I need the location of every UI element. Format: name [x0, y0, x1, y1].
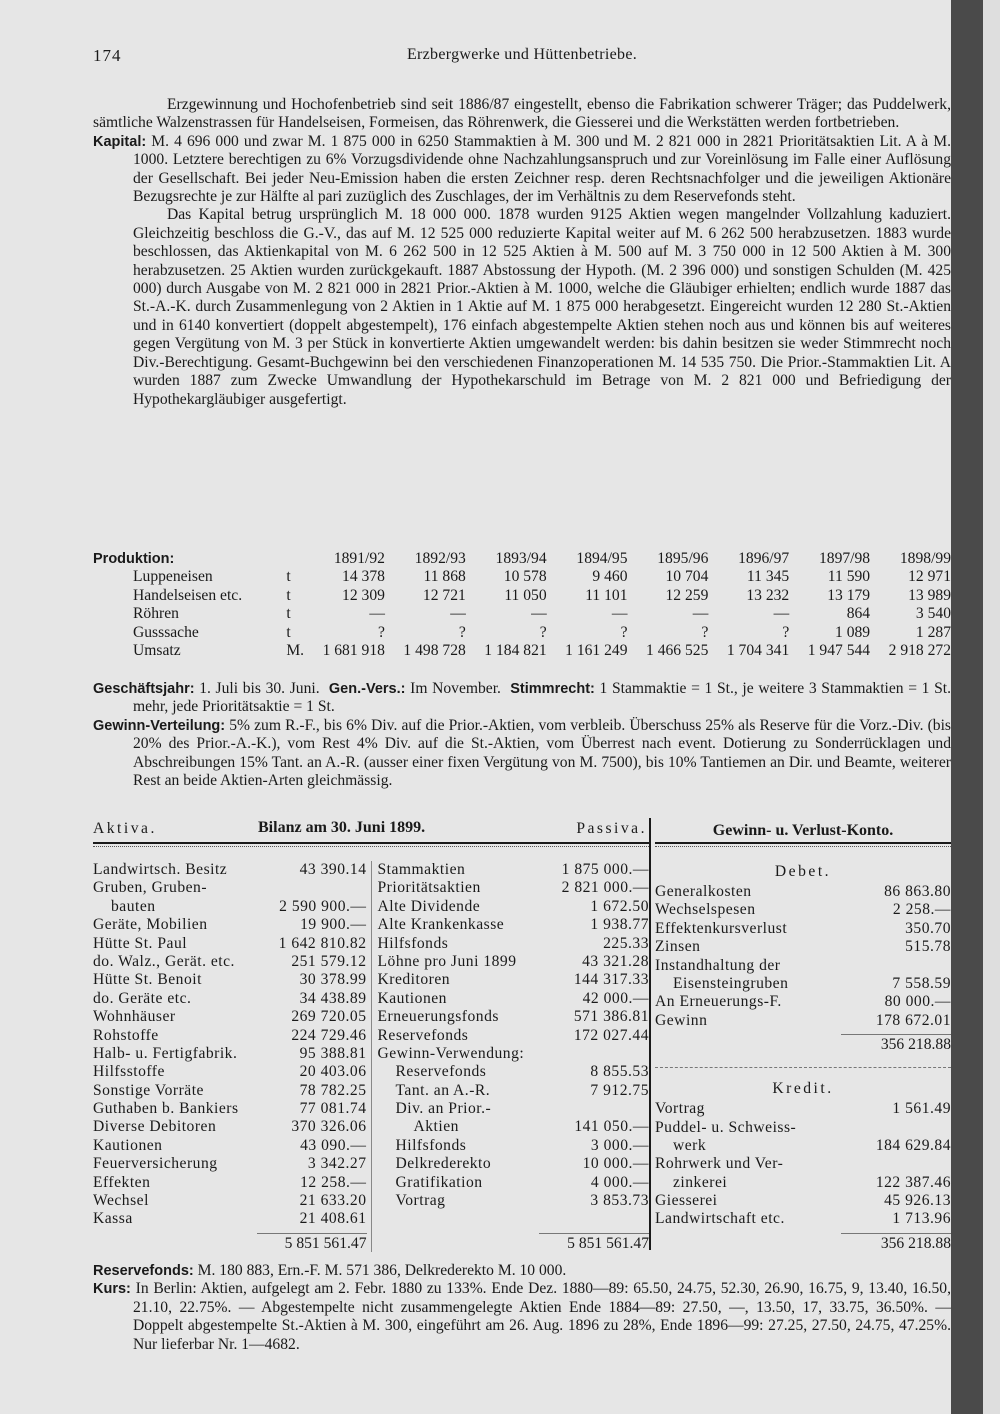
ledger-row: [378, 1155, 650, 1173]
ledger-label: Prioritätsaktien: [377, 879, 481, 897]
debet-list: [655, 883, 951, 1053]
ledger-row: [378, 1192, 650, 1210]
ledger-label: Div. an Prior.-: [395, 1100, 492, 1118]
year-header: 1898/99: [899, 550, 951, 567]
ledger-label: Gewinn-Verwendung:: [377, 1044, 525, 1062]
production-value: 2 918 272: [888, 642, 951, 660]
ledger-label: Kautionen: [377, 989, 447, 1007]
ledger-row: [378, 1063, 650, 1081]
product-unit: M.: [286, 642, 305, 660]
ledger-row: [655, 1192, 951, 1210]
ledger-value: 571 386.81: [573, 1008, 649, 1026]
ledger-total: 356 218.88: [841, 1034, 951, 1053]
ledger-value: 1 713.96: [892, 1210, 951, 1228]
production-value: 11 868: [423, 568, 466, 586]
ledger-value: 1 938.77: [590, 916, 649, 934]
kredit-label: Kredit.: [772, 1080, 834, 1098]
ledger-value: 225.33: [603, 934, 649, 952]
ledger-row: [378, 935, 650, 953]
ledger-label: Effekten: [93, 1173, 151, 1191]
stimmrecht-label: Stimmrecht:: [510, 681, 595, 697]
ledger-value: 12 258.—: [300, 1173, 367, 1191]
ledger-value: 370 326.06: [291, 1118, 367, 1136]
ledger-row: [378, 971, 650, 989]
ledger-label: Halb- u. Fertigfabrik.: [93, 1044, 238, 1062]
ledger-value: 172 027.44: [573, 1026, 649, 1044]
ledger-row: [655, 957, 951, 975]
ledger-total: 5 851 561.47: [257, 1233, 367, 1252]
aktiva-label: Aktiva.: [93, 820, 157, 837]
production-row: [93, 568, 951, 586]
production-value: —: [611, 605, 628, 623]
ledger-label: Geräte, Mobilien: [93, 916, 208, 934]
production-table: [93, 550, 951, 660]
ledger-row: [93, 879, 367, 897]
kurs-paragraph: [93, 1280, 951, 1354]
page-header: [93, 46, 951, 70]
ledger-value: 141 050.—: [574, 1118, 649, 1136]
ledger-row: [655, 901, 951, 919]
scan-binding-shadow: [951, 0, 983, 1414]
ledger-label: Vortrag: [395, 1192, 446, 1210]
kredit-list: [655, 1100, 951, 1252]
product-name: Röhren: [133, 605, 179, 623]
ledger-label: Wechsel: [93, 1192, 149, 1210]
ledger-row: [655, 938, 951, 956]
ledger-row: [378, 953, 650, 971]
production-value: 1 287: [915, 623, 951, 641]
ledger-value: 144 317.33: [573, 971, 649, 989]
ledger-value: 224 729.46: [291, 1026, 367, 1044]
ledger-row: [378, 990, 650, 1008]
production-value: ?: [378, 623, 385, 641]
balance-title: Bilanz am 30. Juni 1899.: [258, 819, 426, 836]
column-divider: [649, 818, 651, 1250]
produktion-label: Produktion:: [93, 551, 175, 567]
ledger-label: Stammaktien: [377, 861, 466, 878]
product-name: Umsatz: [133, 642, 181, 660]
ledger-value: 1 561.49: [892, 1100, 951, 1118]
ledger-row: [655, 975, 951, 993]
ledger-label: Hütte St. Paul: [93, 934, 188, 952]
ledger-row: [378, 1045, 650, 1063]
ledger-label: Generalkosten: [655, 883, 752, 900]
ledger-label: Hütte St. Benoit: [93, 971, 202, 989]
passiva-column: [372, 861, 650, 1252]
ledger-label: Rohrwerk und Ver-: [655, 1155, 784, 1173]
production-value: 9 460: [592, 568, 628, 586]
ledger-label: Kautionen: [93, 1136, 163, 1154]
production-row: [93, 605, 951, 623]
ledger-row: [93, 1174, 367, 1192]
ledger-value: 43 090.—: [300, 1136, 367, 1154]
ledger-label: Wechselspesen: [655, 901, 756, 919]
ledger-value: 43 321.28: [582, 952, 649, 970]
ledger-row: [93, 1210, 367, 1228]
scan-margin: [983, 0, 1000, 1414]
ledger-value: 2 258.—: [892, 901, 951, 919]
ledger-value: 34 438.89: [299, 989, 367, 1007]
page-number: 174: [93, 46, 122, 65]
ledger-label: Landwirtschaft etc.: [655, 1210, 785, 1228]
ledger-label: zinkerei: [673, 1173, 728, 1191]
year-header: 1896/97: [738, 550, 790, 567]
product-name: Luppeneisen: [133, 568, 213, 586]
ledger-value: 251 579.12: [291, 952, 367, 970]
product-name: Handelseisen etc.: [133, 586, 243, 604]
footer-section: [93, 1262, 951, 1354]
kapital-label: Kapital:: [93, 133, 147, 150]
ledger-label: bauten: [111, 897, 156, 915]
ledger-row: [93, 1082, 367, 1100]
kapital-paragraph: [93, 133, 951, 207]
ledger-value: 21 408.61: [299, 1210, 367, 1228]
ledger-label: Aktien: [413, 1118, 459, 1136]
ledger-row: [93, 1100, 367, 1118]
ledger-value: 1 672.50: [590, 897, 649, 915]
ledger-label: Diverse Debitoren: [93, 1118, 217, 1136]
ledger-label: werk: [673, 1136, 707, 1154]
ledger-value: 184 629.84: [875, 1136, 951, 1154]
ledger-row: [655, 920, 951, 938]
ledger-row: [93, 1137, 367, 1155]
aktiva-column: [93, 861, 372, 1252]
ledger-row: [378, 1100, 650, 1118]
genvers-value: Im November.: [410, 680, 501, 697]
product-unit: t: [286, 586, 291, 604]
ledger-row: [93, 1027, 367, 1045]
production-value: —: [531, 605, 547, 623]
ledger-row: [93, 861, 367, 879]
production-value: ?: [620, 623, 628, 641]
production-value: —: [369, 605, 385, 623]
ledger-label: Tant. an A.-R.: [395, 1081, 491, 1099]
ledger-value: 7 912.75: [590, 1081, 649, 1099]
production-value: 10 704: [665, 568, 709, 586]
production-value: 3 540: [915, 605, 951, 623]
ledger-label: Hilfsfonds: [377, 934, 449, 952]
reservefonds-paragraph: [93, 1262, 951, 1280]
production-value: —: [450, 605, 466, 623]
production-value: 12 721: [422, 586, 466, 604]
profit-loss-account: [655, 818, 951, 1252]
ledger-row: [93, 916, 367, 934]
ledger-value: 19 900.—: [300, 916, 367, 934]
production-value: 864: [846, 605, 871, 623]
ledger-value: 77 081.74: [299, 1100, 367, 1118]
production-value: ?: [458, 623, 466, 641]
production-row: [93, 624, 951, 642]
kapital-text: M. 4 696 000 und zwar M. 1 875 000 in 6250 Stammaktien à M. 300 und M. 2 821 000 in 2821 Prioritätsaktien Lit. A à M. 1000. Letztere berechtigen zu 6% Vorzugsdividende ohne Nachzahlungsanspruch und zur Voreinlösung im Falle einer Auflösung der Gesellschaft. Bei jeder Neu-Emission haben die ersten Zeichner resp. deren Rechtsnachfolger und die jeweiligen Aktionäre Bezugsrechte je zur Hälfte al pari zuzüglich des Zuschlages, der im Verhältnis zu dem Reservefonds steht.: [133, 132, 951, 206]
ledger-row: [655, 1174, 951, 1192]
ledger-label: Hilfsfonds: [395, 1136, 467, 1154]
ledger-label: Reservefonds: [395, 1063, 487, 1081]
year-header: 1891/92: [333, 550, 385, 567]
ledger-value: 78 782.25: [299, 1081, 367, 1099]
ledger-label: An Erneuerungs-F.: [655, 993, 782, 1011]
ledger-row: [378, 879, 650, 897]
ledger-value: 122 387.46: [875, 1173, 951, 1191]
kapital-history: Das Kapital betrug ursprünglich M. 18 000 000. 1878 wurden 9125 Aktien wegen mangelnder Vollzahlung kaduziert. Gleichzeitig beschloss die G.-V., das auf M. 12 525 000 reduzierte Kapital weiter auf M. 6 262 500 herabzusetzen. 1883 wurde beschlossen, das Aktienkapital von M. 6 262 500 in 12 525 Aktien à M. 500 auf M. 3 750 000 in 12 500 Aktien à M. 300 herabzusetzen. 25 Aktien wurden zurückgekauft. 1887 Abstossung der Hypoth. (M. 2 396 000) und sonstigen Schulden (M. 425 000) durch Ausgabe von M. 2 821 000 in 2821 Prior.-Aktien à M. 1000, welche die Gläubiger erhielten; endlich wurde 1887 das St.-A.-K. durch Zusammenlegung von 2 Aktien in 1 Aktie auf M. 1 875 000 herabgesetzt. Eingereicht wurden 12 280 St.-Aktien und in 6140 konvertiert (doppelt abgestempelt), 176 einfach abgestempelte Aktien stehen noch aus und können bis auf weiteres gegen Vergütung von M. 3 per Stück in konvertierte Aktien umgewandelt werden: bis dahin besitzen sie weder Stimmrecht noch Div.-Berechtigung. Gesamt-Buchgewinn bei den verschiedenen Finanzoperationen M. 14 535 750. Die Prior.-Stammaktien Lit. A wurden 1887 zum Zwecke Umwandlung der Hypothekarschuld im Betrage von M. 2 821 000 und Befriedigung der Hypothekargläubiger ausgefertigt.: [133, 206, 951, 408]
geschaeftsjahr-label: Geschäftsjahr:: [93, 681, 195, 697]
ledger-value: 3 342.27: [307, 1155, 367, 1173]
guv-title: Gewinn- u. Verlust-Konto.: [712, 822, 894, 839]
ledger-row: [93, 1118, 367, 1136]
ledger-row: [93, 1192, 367, 1210]
ledger-row: [93, 935, 367, 953]
ledger-label: Löhne pro Juni 1899: [377, 952, 517, 970]
ledger-row: [655, 1100, 951, 1118]
production-value: 11 345: [746, 568, 790, 586]
meta-paragraph: [93, 680, 951, 717]
kurs-label: Kurs:: [93, 1281, 131, 1298]
ledger-row: [655, 1119, 951, 1137]
meta-section: [93, 680, 951, 790]
production-value: 13 989: [908, 586, 951, 604]
ledger-row: [655, 1137, 951, 1155]
ledger-value: 10 000.—: [582, 1155, 649, 1173]
production-value: 1 681 918: [322, 642, 385, 660]
year-header: 1894/95: [576, 550, 628, 567]
production-value: ?: [782, 623, 790, 641]
intro-section: [93, 96, 951, 409]
production-row: [93, 587, 951, 605]
intro-paragraph: Erzgewinnung und Hochofenbetrieb sind seit 1886/87 eingestellt, ebenso die Fabrikation schwerer Träger; das Puddelwerk, sämtliche Walzenstrassen für Handelseisen, Formeisen, das Röhrenwerk, die Giesserei und die Werkstätten werden fortbetrieben.: [93, 96, 951, 132]
ledger-label: Sonstige Vorräte: [93, 1081, 204, 1099]
balance-sheet: [93, 818, 649, 1252]
ledger-value: 1 875 000.—: [561, 861, 649, 878]
ledger-row: [378, 1027, 650, 1045]
ledger-label: Hilfsstoffe: [93, 1063, 165, 1081]
ledger-row: [378, 1174, 650, 1192]
guv-separator: [655, 1067, 951, 1068]
debet-label: Debet.: [774, 863, 832, 880]
ledger-row: [93, 898, 367, 916]
ledger-label: Erneuerungsfonds: [377, 1008, 499, 1026]
ledger-value: 30 378.99: [299, 971, 367, 989]
ledger-label: Zinsen: [655, 938, 701, 956]
production-value: ?: [539, 623, 547, 641]
production-value: 11 101: [585, 586, 628, 604]
ledger-value: 178 672.01: [875, 1011, 951, 1029]
ledger-row: [93, 1008, 367, 1026]
ledger-row: [93, 1155, 367, 1173]
gewinn-verteilung-label: Gewinn-Verteilung:: [93, 717, 226, 734]
ledger-value: 2 590 900.—: [279, 897, 367, 915]
reservefonds-text: M. 180 883, Ern.-F. M. 571 386, Delkrederekto M. 10 000.: [197, 1262, 567, 1279]
ledger-value: 43 390.14: [299, 861, 367, 878]
ledger-label: Instandhaltung der: [655, 956, 781, 974]
production-value: 1 947 544: [807, 642, 871, 660]
balance-header: [93, 818, 649, 842]
ledger-label: do. Geräte etc.: [93, 989, 192, 1007]
year-header: 1892/93: [414, 550, 466, 567]
year-header: 1893/94: [495, 550, 547, 567]
ledger-label: Alte Krankenkasse: [377, 916, 505, 934]
ledger-row: [378, 916, 650, 934]
ledger-row: [93, 1063, 367, 1081]
ledger-value: 1 642 810.82: [278, 934, 367, 952]
ledger-row: [378, 861, 650, 879]
ledger-label: Eisensteingruben: [673, 974, 789, 992]
header-rule: [93, 842, 649, 847]
ledger-value: 350.70: [905, 919, 951, 937]
gewinn-verteilung-text: 5% zum R.-F., bis 6% Div. auf die Prior.-Aktien, vom verbleib. Überschuss 25% als Reserve für die Vorz.-Div. (bis 20% des Prior.-A.-K.), vom Rest 4% Div. auf die St.-Aktien, vom Überrest nach event. Dotierung zu Sonderrücklagen und Abschreibungen 15% Tant. an A.-R. (ausser einer fixen Vergütung von M. 7500), bis 10% Tantiemen an Dir. und Beamte, weiterer Rest an beide Aktien-Arten gleichmässig.: [133, 716, 951, 790]
gewinn-verteilung-paragraph: [93, 717, 951, 791]
ledger-value: 2 821 000.—: [561, 879, 649, 897]
passiva-label: Passiva.: [576, 820, 647, 837]
ledger-label: Puddel- u. Schweiss-: [655, 1118, 797, 1136]
geschaeftsjahr-value: 1. Juli bis 30. Juni.: [199, 680, 320, 697]
ledger-label: Kassa: [93, 1210, 133, 1228]
ledger-label: Delkrederekto: [395, 1155, 492, 1173]
year-header: 1897/98: [818, 550, 871, 567]
production-value: 13 232: [746, 586, 790, 604]
ledger-row: [378, 1082, 650, 1100]
ledger-value: 8 855.53: [590, 1063, 649, 1081]
ledger-label: Landwirtsch. Besitz: [93, 861, 228, 878]
ledger-row: [378, 1210, 650, 1228]
product-name: Gusssache: [133, 623, 199, 641]
ledger-value: 20 403.06: [299, 1063, 367, 1081]
reservefonds-label: Reservefonds:: [93, 1263, 194, 1279]
production-value: 12 309: [342, 586, 385, 604]
ledger-total: 356 218.88: [841, 1233, 951, 1252]
genvers-label: Gen.-Vers.:: [328, 681, 406, 697]
ledger-value: 42 000.—: [582, 989, 649, 1007]
ledger-label: Gruben, Gruben-: [93, 879, 208, 897]
production-value: 1 184 821: [484, 642, 547, 660]
ledger-label: Rohstoffe: [93, 1026, 159, 1044]
ledger-label: Effektenkursverlust: [655, 919, 788, 937]
ledger-value: 45 926.13: [884, 1192, 951, 1210]
ledger-row: [93, 953, 367, 971]
production-value: 1 704 341: [726, 642, 790, 660]
production-value: 12 259: [665, 586, 709, 604]
ledger-label: Feuerversicherung: [93, 1155, 218, 1173]
ledger-row: [655, 993, 951, 1011]
production-value: —: [773, 605, 790, 623]
production-header-row: [93, 550, 951, 568]
production-value: 1 161 249: [565, 642, 628, 660]
production-row: [93, 642, 951, 660]
product-unit: t: [286, 623, 291, 641]
production-value: 1 498 728: [403, 642, 466, 660]
production-value: 11 050: [504, 586, 547, 604]
production-value: 10 578: [503, 568, 547, 586]
product-unit: t: [286, 568, 291, 586]
ledger-row: [93, 1045, 367, 1063]
product-unit: t: [286, 605, 291, 623]
running-title: Erzbergwerke und Hüttenbetriebe.: [406, 46, 638, 63]
production-value: 12 971: [908, 568, 951, 586]
production-value: 1 089: [835, 623, 871, 641]
ledger-value: 80 000.—: [884, 993, 951, 1011]
ledger-row: [378, 1118, 650, 1136]
ledger-value: 269 720.05: [291, 1008, 367, 1026]
ledger-label: Gratifikation: [395, 1173, 483, 1191]
ledger-label: Guthaben b. Bankiers: [93, 1100, 239, 1118]
ledger-total: 5 851 561.47: [539, 1233, 649, 1252]
production-value: ?: [701, 623, 709, 641]
ledger-value: 3 853.73: [590, 1192, 649, 1210]
stimmrecht-value: 1 Stammaktie = 1 St., je weitere 3 Stammaktien = 1 St. mehr, jede Prioritätsaktie = 1 St.: [133, 680, 952, 716]
ledger-label: Wohnhäuser: [93, 1008, 176, 1026]
ledger-label: do. Walz., Gerät. etc.: [93, 952, 235, 970]
ledger-row: [378, 1008, 650, 1026]
kurs-text: In Berlin: Aktien, aufgelegt am 2. Febr. 1880 zu 133%. Ende Dez. 1880—89: 65.50, 24.75, 52.30, 26.90, 16.75, 9, 13.40, 16.50, 21.10, 22.75%. — Abgestempelte nicht zusammengelegte Aktien Ende 1884—89: 27.50, —, 13.50, 17, 33.75, 36.50%. — Doppelt abgestempelte St.-Aktien à M. 300, eingeführt am 26. Aug. 1896 zu 28%, Ende 1896—99: 27.25, 27.50, 24.75, 47.25%. Nur lieferbar Nr. 1—4682.: [133, 1280, 951, 1353]
ledger-row: [378, 1137, 650, 1155]
ledger-label: Gewinn: [655, 1011, 708, 1029]
ledger-row: [655, 1155, 951, 1173]
ledger-row: [655, 883, 951, 901]
ledger-value: 86 863.80: [884, 883, 951, 900]
ledger-row: [93, 971, 367, 989]
ledger-row: [655, 1012, 951, 1030]
ledger-label: Reservefonds: [377, 1026, 469, 1044]
year-header: 1895/96: [657, 550, 709, 567]
ledger-row: [93, 990, 367, 1008]
ledger-row: [655, 1210, 951, 1228]
ledger-value: 4 000.—: [590, 1173, 649, 1191]
production-value: —: [692, 605, 709, 623]
ledger-row: [378, 898, 650, 916]
ledger-value: 3 000.—: [590, 1136, 649, 1154]
ledger-value: 21 633.20: [299, 1192, 367, 1210]
production-value: 13 179: [827, 586, 871, 604]
ledger-value: 7 558.59: [892, 974, 951, 992]
production-value: 14 378: [342, 568, 385, 586]
ledger-label: Alte Dividende: [377, 897, 481, 915]
guv-header-rule: [655, 842, 951, 847]
ledger-value: 95 388.81: [299, 1044, 367, 1062]
production-value: 1 466 525: [646, 642, 709, 660]
ledger-label: Vortrag: [655, 1100, 705, 1118]
ledger-label: Giesserei: [655, 1192, 718, 1210]
production-value: 11 590: [827, 568, 871, 586]
ledger-label: Kreditoren: [377, 971, 451, 989]
ledger-value: 515.78: [905, 938, 951, 956]
